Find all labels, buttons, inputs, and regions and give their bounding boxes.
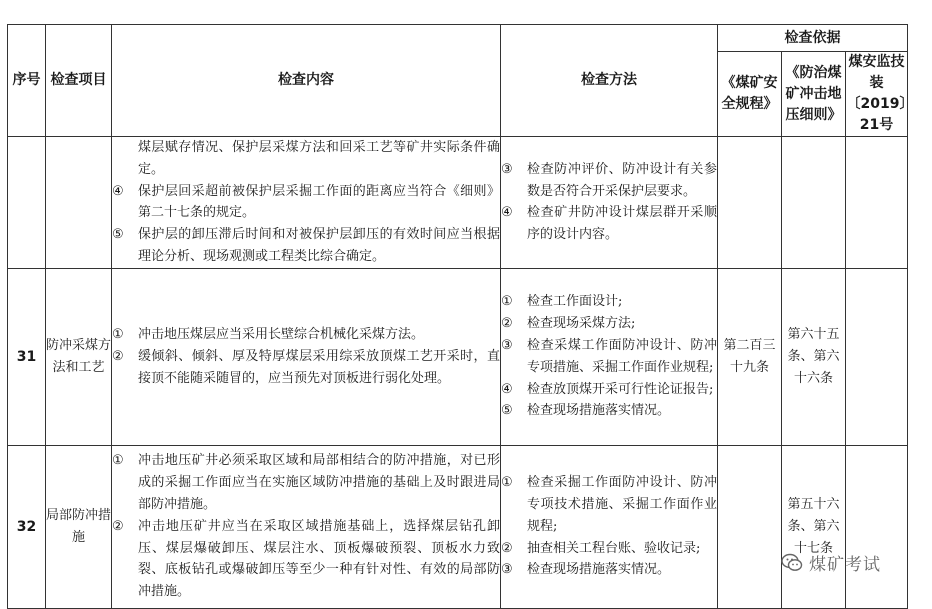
table-row — [8, 268, 908, 445]
row-method — [501, 137, 718, 269]
method-list-item: ③ 检查防冲评价、防冲设计有关参数是否符合开采保护层要求。 — [501, 161, 717, 199]
wechat-icon — [781, 553, 803, 573]
content-list-item: ① 冲击地压煤层应当采用长壁综合机械化采煤方法。 — [112, 327, 425, 343]
method-list-item: ② 抽查相关工程台账、验收记录; — [501, 540, 701, 556]
row-item — [46, 137, 112, 269]
row-basis-notice — [846, 268, 908, 445]
row-content — [112, 137, 501, 269]
content-list-item: 煤层赋存情况、保护层采煤方法和回采工艺等矿井实际条件确定。 — [138, 140, 500, 177]
header-item: 检查项目 — [46, 25, 112, 137]
content-list-item: ① 冲击地压矿井必须采取区域和局部相结合的防冲措施，对已形成的采掘工作面应当在实施区域防冲措施的基础上及时跟进局部防冲措施。 — [112, 453, 500, 513]
header-basis-detail: 《防治煤矿冲击地压细则》 — [782, 52, 846, 137]
row-item: 局部防冲措施 — [46, 445, 112, 608]
row-basis-rules: 第二百三十九条 — [718, 268, 782, 445]
content-list-item: ② 缓倾斜、倾斜、厚及特厚煤层采用综采放顶煤工艺开采时，直接顶不能随采随冒的，应当预先对顶板进行弱化处理。 — [112, 348, 500, 386]
row-method — [501, 445, 718, 608]
header-content: 检查内容 — [112, 25, 501, 137]
header-basis-notice: 煤安监技装〔2019〕21号 — [846, 52, 908, 137]
header-method: 检查方法 — [501, 25, 718, 137]
row-basis-rules — [718, 137, 782, 269]
method-list-item: ⑤ 检查现场措施落实情况。 — [501, 403, 671, 419]
method-list-item: ① 检查工作面设计; — [501, 294, 623, 310]
method-list-item: ① 检查采掘工作面防冲设计、防冲专项技术措施、采掘工作面作业规程; — [501, 475, 717, 534]
method-list-item: ④ 检查矿井防冲设计煤层群开采顺序的设计内容。 — [501, 205, 717, 243]
table-row — [8, 137, 908, 269]
method-list-item: ② 检查现场采煤方法; — [501, 316, 636, 332]
row-basis-detail — [782, 137, 846, 269]
watermark-text: 煤矿考试 — [809, 555, 881, 575]
content-list-item: ② 冲击地压矿井应当在采取区域措施基础上，选择煤层钻孔卸压、煤层爆破卸压、煤层注水、顶板爆破预裂、顶板水力致裂、底板钻孔或爆破卸压等至少一种有针对性、有效的局部防冲措施。 — [112, 518, 500, 600]
row-basis-notice — [846, 445, 908, 608]
row-seq: 32 — [8, 445, 46, 608]
row-basis-notice — [846, 137, 908, 269]
content-list-item: ⑤ 保护层的卸压滞后时间和对被保护层卸压的有效时间应当根据理论分析、现场观测或工程类比综合确定。 — [112, 227, 500, 264]
row-seq: 31 — [8, 268, 46, 445]
header-seq: 序号 — [8, 25, 46, 137]
content-list-item: ④ 保护层回采超前被保护层采掘工作面的距离应当符合《细则》第二十七条的规定。 — [112, 183, 500, 221]
row-basis-rules — [718, 445, 782, 608]
row-content — [112, 268, 501, 445]
row-basis-detail: 第六十五条、第六十六条 — [782, 268, 846, 445]
method-list-item: ④ 检查放顶煤开采可行性论证报告; — [501, 381, 714, 397]
header-row-top — [8, 25, 908, 52]
inspection-table-sheet — [7, 24, 907, 609]
table-row — [8, 445, 908, 608]
header-basis: 检查依据 — [718, 25, 908, 52]
row-content — [112, 445, 501, 608]
row-item: 防冲采煤方法和工艺 — [46, 268, 112, 445]
header-basis-rules: 《煤矿安全规程》 — [718, 52, 782, 137]
row-basis-detail: 第五十六条、第六十七条 — [782, 445, 846, 608]
method-list-item: ③ 检查现场措施落实情况。 — [501, 562, 671, 578]
row-seq — [8, 137, 46, 269]
watermark — [781, 550, 881, 575]
row-method — [501, 268, 718, 445]
method-list-item: ③ 检查采煤工作面防冲设计、防冲专项措施、采掘工作面作业规程; — [501, 337, 717, 375]
inspection-table — [7, 24, 908, 609]
